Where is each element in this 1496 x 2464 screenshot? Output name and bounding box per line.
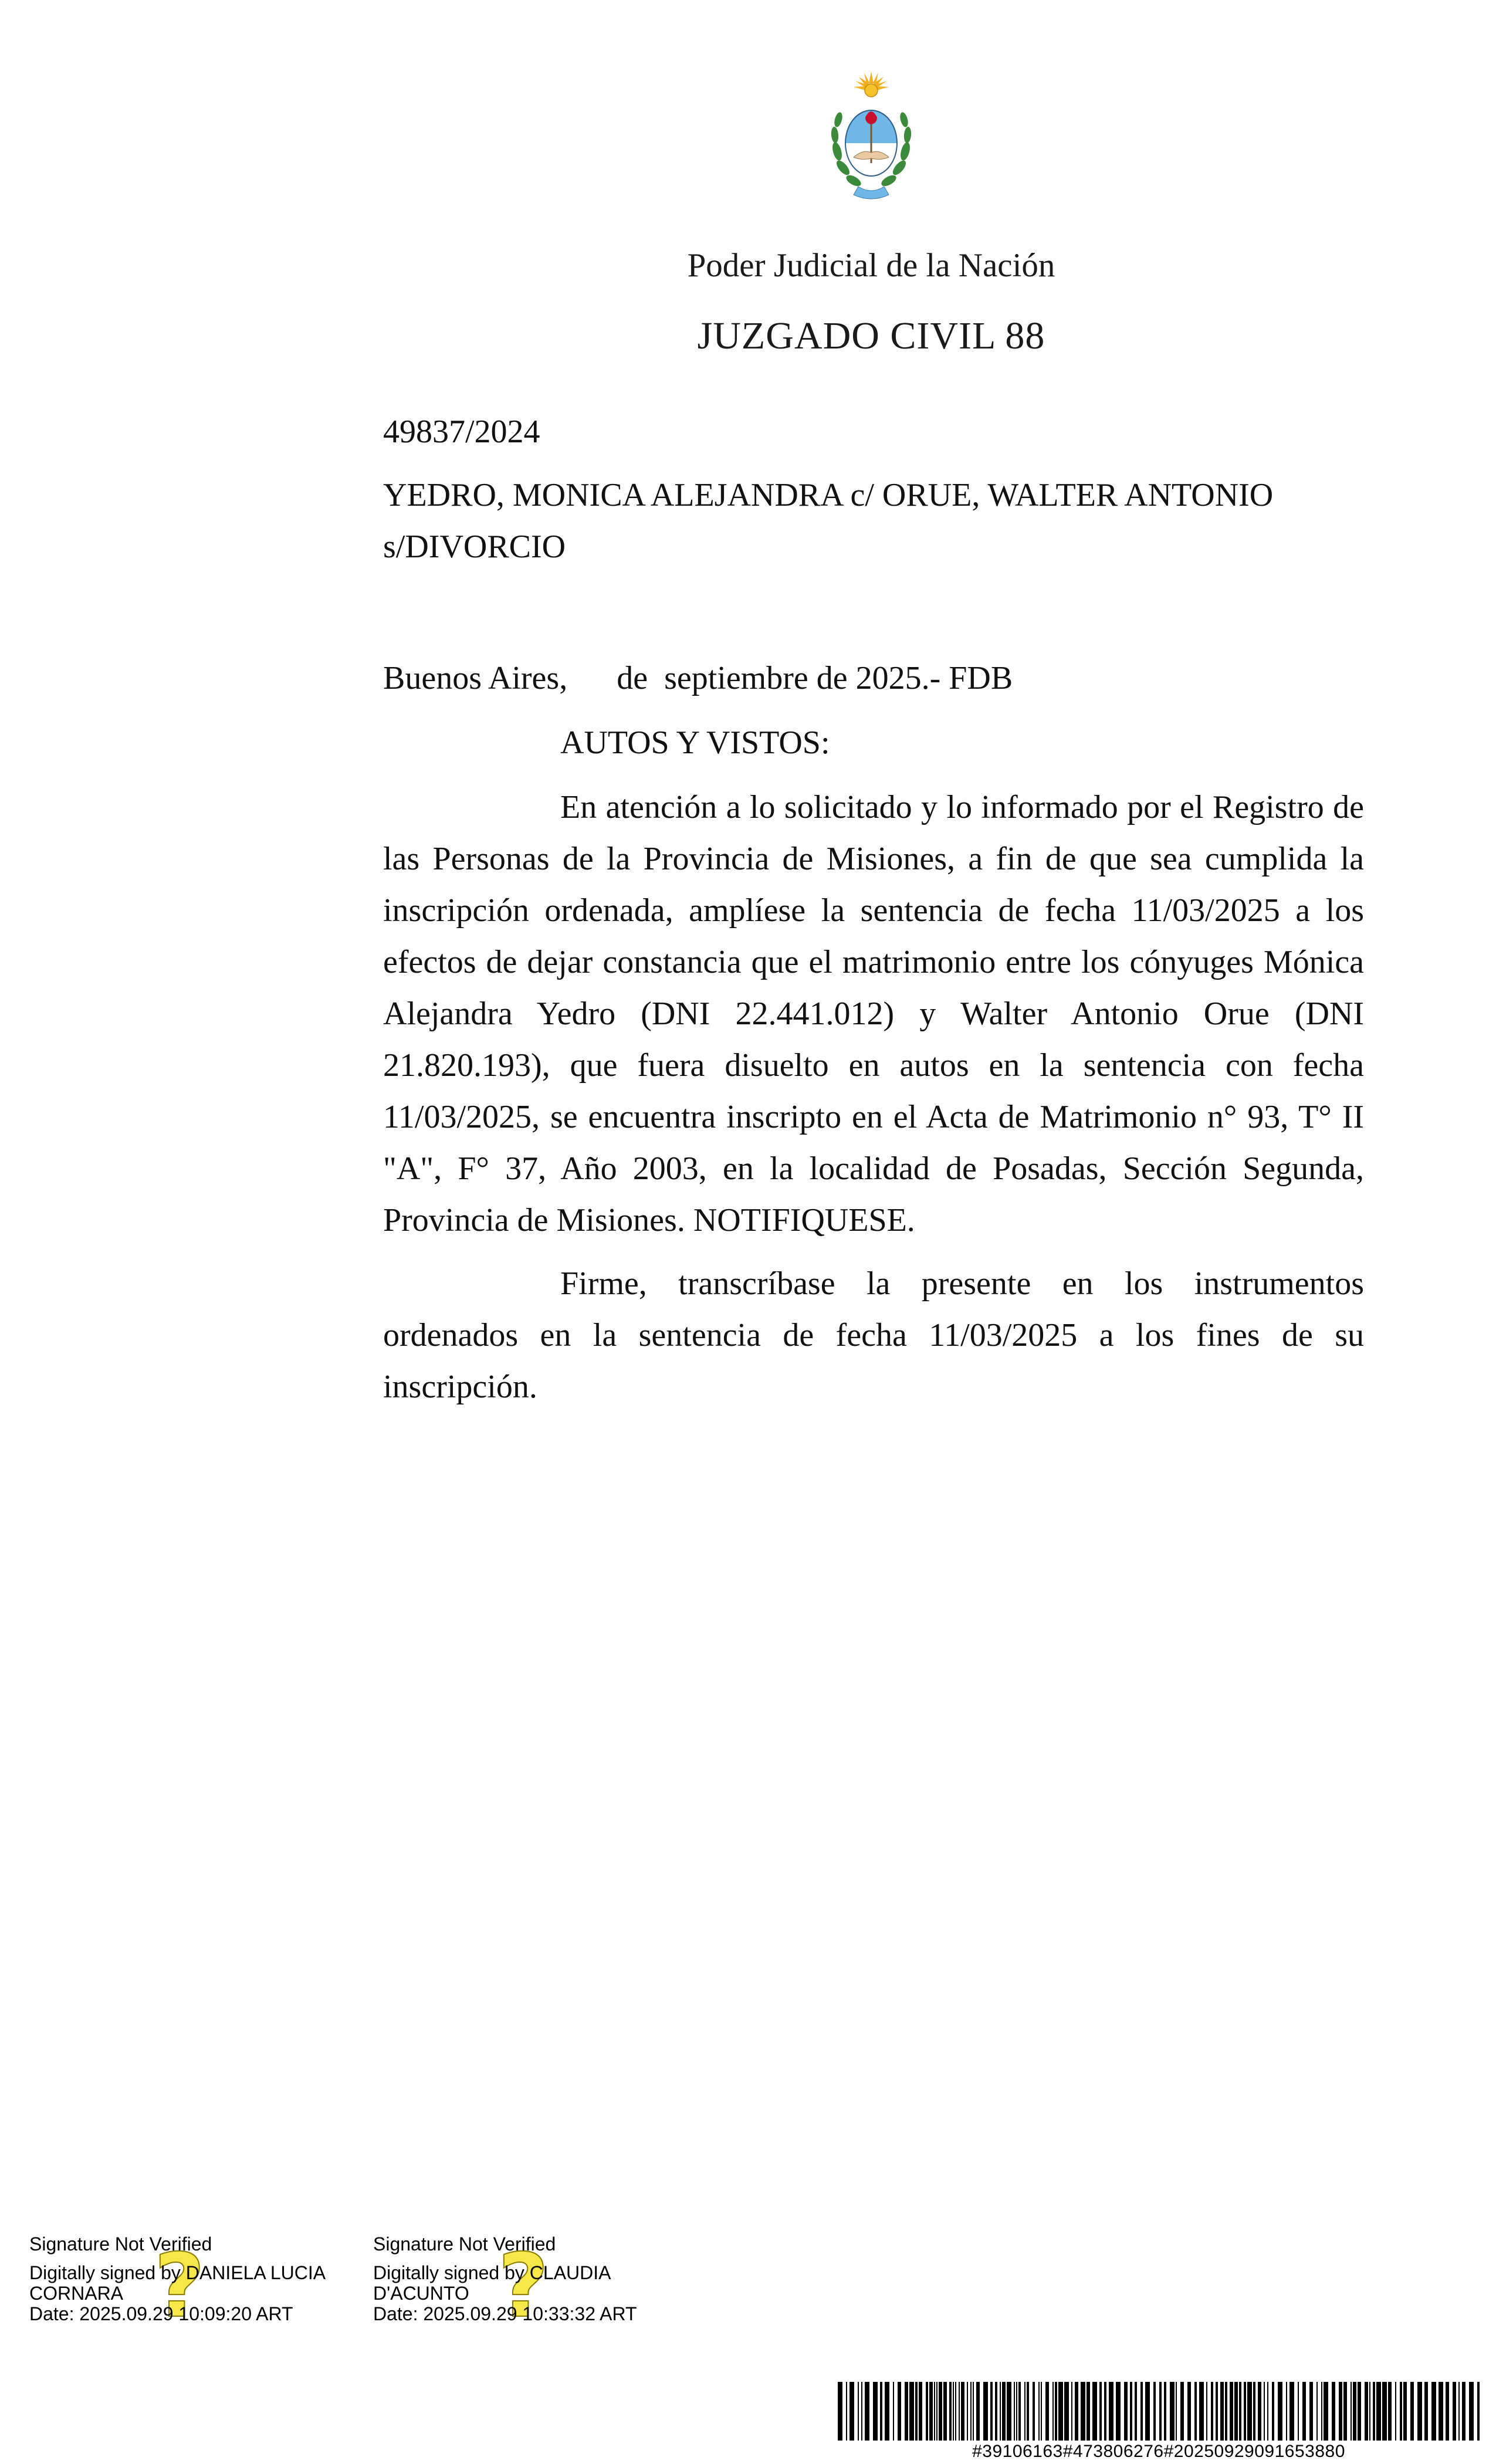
barcode-bar xyxy=(1462,2382,1465,2441)
barcode-bar xyxy=(885,2382,889,2441)
barcode-bar xyxy=(893,2382,894,2441)
barcode-bar xyxy=(1145,2382,1150,2441)
barcode-bar xyxy=(1289,2382,1294,2441)
barcode-bar xyxy=(1027,2382,1029,2441)
barcode-bar xyxy=(865,2382,869,2441)
barcode-bar xyxy=(898,2382,901,2441)
barcode-bar xyxy=(995,2382,997,2441)
barcode-bar xyxy=(1253,2382,1255,2441)
barcode-bar xyxy=(1339,2382,1342,2441)
barcode-bar xyxy=(1058,2382,1063,2441)
barcode-bar xyxy=(846,2382,847,2441)
barcode-bar xyxy=(1092,2382,1097,2441)
barcode-bar xyxy=(1278,2382,1282,2441)
barcode-bar xyxy=(1353,2382,1356,2441)
barcode-bar xyxy=(961,2382,964,2441)
court-name: JUZGADO CIVIL 88 xyxy=(697,314,1045,357)
barcode-bar xyxy=(1194,2382,1197,2441)
barcode-bar xyxy=(1258,2382,1261,2441)
barcode-bar xyxy=(1302,2382,1306,2441)
barcode-bar xyxy=(1343,2382,1347,2441)
barcode-bar xyxy=(873,2382,878,2441)
barcode-bar xyxy=(905,2382,908,2441)
barcode-bar xyxy=(1446,2382,1449,2441)
barcode-bar xyxy=(1225,2382,1227,2441)
barcode-bar xyxy=(929,2382,933,2441)
barcode-bar xyxy=(1170,2382,1175,2441)
barcode-bar xyxy=(1431,2382,1436,2441)
barcode-bar xyxy=(1211,2382,1213,2441)
barcode-bar xyxy=(1298,2382,1299,2441)
coat-of-arms-icon xyxy=(824,69,918,210)
issuing-organization: Poder Judicial de la Nación xyxy=(687,247,1055,284)
instruction-paragraph: Firme, transcríbase la presente en los instrumentos ordenados en la sentencia de fecha 11/03/2025 a los fines de su inscripción. xyxy=(383,1265,1364,1405)
barcode-bar xyxy=(1052,2382,1054,2441)
barcode-bar xyxy=(973,2382,974,2441)
barcode-bar xyxy=(1109,2382,1113,2441)
barcode-bar xyxy=(1087,2382,1090,2441)
barcode-bar xyxy=(1024,2382,1025,2441)
barcode-bar xyxy=(919,2382,922,2441)
barcode-bar xyxy=(1071,2382,1072,2441)
barcode-bar xyxy=(939,2382,942,2441)
barcode-bar xyxy=(1365,2382,1368,2441)
signer-line-2: CORNARA xyxy=(29,2283,124,2304)
barcode-bar xyxy=(1159,2382,1162,2441)
barcode-bar xyxy=(955,2382,956,2441)
barcode-bar xyxy=(1153,2382,1156,2441)
barcode-bar xyxy=(838,2382,842,2441)
barcode-bar xyxy=(1324,2382,1328,2441)
barcode-bar xyxy=(1140,2382,1143,2441)
signature-block xyxy=(373,2233,702,2327)
barcode-bar xyxy=(849,2382,854,2441)
barcode-bar xyxy=(1373,2382,1375,2441)
barcode-bar xyxy=(1244,2382,1246,2441)
signature-date: Date: 2025.09.29 10:33:32 ART xyxy=(373,2303,637,2324)
barcode-bar xyxy=(1247,2382,1252,2441)
barcode-bar xyxy=(1064,2382,1069,2441)
barcode-bar xyxy=(1358,2382,1361,2441)
barcode-bar xyxy=(1382,2382,1387,2441)
signature-status: Signature Not Verified xyxy=(29,2233,212,2255)
barcode-bar xyxy=(1376,2382,1381,2441)
barcode-bar xyxy=(1453,2382,1456,2441)
barcode-bar xyxy=(1234,2382,1238,2441)
barcode-bar xyxy=(983,2382,988,2441)
barcode-bar xyxy=(1351,2382,1352,2441)
barcode-bar xyxy=(1458,2382,1460,2441)
barcode-bar xyxy=(1369,2382,1370,2441)
barcode-bar xyxy=(1332,2382,1335,2441)
barcode-bar xyxy=(970,2382,972,2441)
barcode-bar xyxy=(1000,2382,1001,2441)
case-number: 49837/2024 xyxy=(383,414,540,450)
signer-line-2: D'ACUNTO xyxy=(373,2283,469,2304)
barcode-bar xyxy=(1007,2382,1011,2441)
barcode-bar xyxy=(1099,2382,1102,2441)
barcode-bar xyxy=(1239,2382,1241,2441)
barcode-bar xyxy=(1081,2382,1085,2441)
barcode-bar xyxy=(976,2382,980,2441)
barcode-bar xyxy=(1176,2382,1177,2441)
barcode-bar xyxy=(990,2382,993,2441)
barcode-bar xyxy=(1041,2382,1042,2441)
date-line: Buenos Aires, de septiembre de 2025.- FDB xyxy=(383,660,1013,696)
barcode-bar xyxy=(936,2382,937,2441)
barcode-bar xyxy=(1116,2382,1121,2441)
barcode-bar xyxy=(1164,2382,1166,2441)
barcode-bar xyxy=(1321,2382,1322,2441)
barcode-bar xyxy=(1267,2382,1268,2441)
case-title: YEDRO, MONICA ALEJANDRA c/ ORUE, WALTER ANTONIO s/DIVORCIO xyxy=(383,477,1274,565)
barcode-bar xyxy=(1410,2382,1414,2441)
barcode-bar xyxy=(1045,2382,1049,2441)
barcode-bar xyxy=(1130,2382,1132,2441)
barcode-bar xyxy=(1403,2382,1407,2441)
barcode-bar xyxy=(1309,2382,1313,2441)
barcode-bar xyxy=(1388,2382,1392,2441)
barcode-bar xyxy=(1220,2382,1224,2441)
barcode-bar xyxy=(1180,2382,1184,2441)
barcode-bar xyxy=(1400,2382,1402,2441)
barcode-bar xyxy=(1135,2382,1137,2441)
barcode-text: #39106163#473806276#20250929091653880 xyxy=(972,2442,1345,2461)
section-heading: AUTOS Y VISTOS: xyxy=(560,725,830,761)
svg-text:?: ? xyxy=(154,2239,205,2327)
barcode-bar xyxy=(949,2382,952,2441)
barcode-bar xyxy=(858,2382,859,2441)
barcode-bar xyxy=(1038,2382,1040,2441)
barcode-bar xyxy=(934,2382,935,2441)
barcode-bar xyxy=(943,2382,947,2441)
barcode-bar xyxy=(1316,2382,1318,2441)
barcode-bar xyxy=(1424,2382,1428,2441)
barcode-bar xyxy=(967,2382,968,2441)
barcode-bar xyxy=(1395,2382,1396,2441)
barcode-bar xyxy=(909,2382,914,2441)
barcode-bar xyxy=(1014,2382,1015,2441)
barcode-bar xyxy=(1016,2382,1017,2441)
barcode-bar xyxy=(1033,2382,1035,2441)
signer-line-1: Digitally signed by DANIELA LUCIA xyxy=(29,2262,326,2283)
resolution-paragraph: En atención a lo solicitado y lo informado por el Registro de las Personas de la Provincia de Misiones, a fin de que sea cumplida la inscripción ordenada, amplíese la sentencia de fecha 11/03/2025 a los efectos de dejar constancia que el matrimonio entre los cónyuges Mónica Alejandra Yedro (DNI 22.441.012) y Walter Antonio Orue (DNI 21.820.193), que fuera disuelto en autos en la sentencia con fecha 11/03/2025, se encuentra inscripto en el Acta de Matrimonio n° 93, T° II "A", F° 37, Año 2003, en la localidad de Posadas, Sección Segunda, Provincia de Misiones. NOTIFIQUESE. xyxy=(383,789,1364,1238)
barcode-bar xyxy=(1272,2382,1274,2441)
barcode-bar xyxy=(1075,2382,1078,2441)
barcode-bar xyxy=(861,2382,862,2441)
barcode-bar xyxy=(1124,2382,1128,2441)
barcode-bar xyxy=(1264,2382,1265,2441)
barcode-bar xyxy=(1469,2382,1474,2441)
signature-status: Signature Not Verified xyxy=(373,2233,556,2255)
barcode-bar xyxy=(1216,2382,1218,2441)
barcode-bar xyxy=(1199,2382,1204,2441)
barcode-graphic xyxy=(838,2382,1483,2441)
barcode-bar xyxy=(1002,2382,1006,2441)
barcode-bar xyxy=(1055,2382,1057,2441)
document-barcode xyxy=(833,2382,1484,2464)
barcode-bar xyxy=(1286,2382,1287,2441)
signature-block xyxy=(29,2233,358,2327)
barcode-bar xyxy=(880,2382,882,2441)
barcode-bar xyxy=(1104,2382,1106,2441)
barcode-bar xyxy=(953,2382,954,2441)
barcode-bar xyxy=(1187,2382,1191,2441)
signer-line-1: Digitally signed by CLAUDIA xyxy=(373,2262,611,2283)
barcode-bar xyxy=(959,2382,960,2441)
barcode-bar xyxy=(1018,2382,1021,2441)
barcode-bar xyxy=(926,2382,928,2441)
barcode-bar xyxy=(1417,2382,1422,2441)
signature-date: Date: 2025.09.29 10:09:20 ART xyxy=(29,2303,293,2324)
barcode-bar xyxy=(1206,2382,1207,2441)
barcode-bar xyxy=(1439,2382,1443,2441)
barcode-bar xyxy=(1477,2382,1480,2441)
barcode-bar xyxy=(1230,2382,1233,2441)
barcode-bar xyxy=(915,2382,918,2441)
svg-text:?: ? xyxy=(497,2239,549,2327)
